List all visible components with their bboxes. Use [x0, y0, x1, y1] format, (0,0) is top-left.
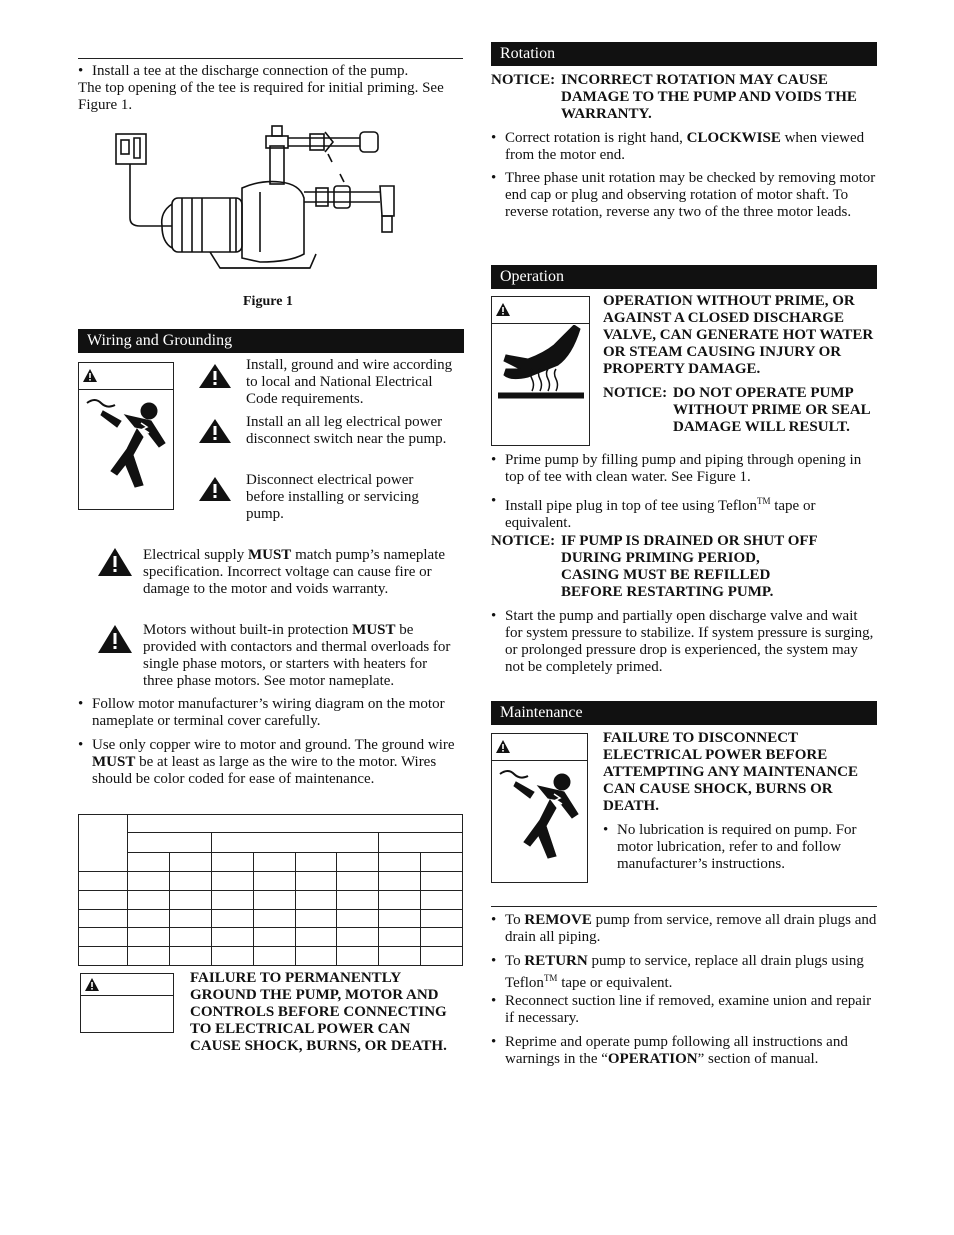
operation-notice-1: NOTICE: DO NOT OPERATE PUMP WITHOUT PRIME OR SEAL DAMAGE WILL RESULT.	[603, 385, 870, 435]
section-header-maintenance: Maintenance	[491, 701, 877, 725]
ground-warning-box	[80, 973, 174, 1033]
operation-bullet-2: • Install pipe plug in top of tee using Teflon™ tape or equivalent.	[491, 493, 877, 532]
warning-triangle-icon	[98, 625, 132, 653]
ground-warning-text: FAILURE TO PERMANENTLY GROUND THE PUMP, MOTOR AND CONTROLS BEFORE CONNECTING TO ELECTRICAL POWER CAN CAUSE SHOCK, BURNS, OR DEATH.	[190, 970, 447, 1054]
maintenance-bullet-4: • Reprime and operate pump following all instructions and warnings in the “OPERATION” section of manual.	[491, 1034, 877, 1068]
wiring-warning-3: Disconnect electrical power before installing or servicing pump.	[246, 472, 419, 522]
wire-size-table	[78, 814, 463, 966]
warning-triangle-icon	[496, 740, 510, 753]
caution-protection: Motors without built-in protection MUST be provided with contactors and thermal overloads for single phase motors, or starters with heaters for three phase motors. See motor nameplate.	[143, 622, 451, 689]
table-cell	[128, 833, 212, 853]
maintenance-box-bullet: • No lubrication is required on pump. For motor lubrication, refer to and follow manufacturer’s instructions.	[603, 822, 873, 873]
operation-bullet-3: • Start the pump and partially open discharge valve and wait for system pressure to stabilize. If system pressure is surging, or prolonged pressure drop is experienced, the system may not be completely primed.	[491, 608, 877, 676]
shock-warning-box	[78, 362, 174, 510]
caution-supply: Electrical supply MUST match pump’s nameplate specification. Incorrect voltage can cause fire or damage to the motor and voids warranty.	[143, 547, 446, 597]
maintenance-rule	[491, 906, 877, 907]
intro-text: The top opening of the tee is required for initial priming. See Figure 1.	[78, 80, 444, 113]
maintenance-warning-text: FAILURE TO DISCONNECT ELECTRICAL POWER BEFORE ATTEMPTING ANY MAINTENANCE CAN CAUSE SHOCK, BURNS OR DEATH.	[603, 730, 859, 814]
hot-water-warning-box	[491, 296, 590, 446]
table-cell	[211, 833, 379, 853]
wiring-warning-2: Install an all leg electrical power disconnect switch near the pump.	[246, 414, 447, 447]
top-rule	[78, 58, 463, 59]
hot-surface-hand-icon	[498, 325, 584, 437]
table-cell	[379, 833, 463, 853]
warning-triangle-icon	[85, 978, 99, 991]
electric-shock-icon	[498, 764, 582, 876]
intro-bullet: • Install a tee at the discharge connection of the pump.	[78, 63, 463, 80]
section-header-rotation: Rotation	[491, 42, 877, 66]
wiring-bullet-2: • Use only copper wire to motor and ground. The ground wire MUST be at least as large as the wire to the motor. Wires should be color coded for ease of maintenance.	[78, 737, 463, 788]
rotation-notice: NOTICE: INCORRECT ROTATION MAY CAUSE DAMAGE TO THE PUMP AND VOIDS THE WARRANTY.	[491, 72, 857, 122]
operation-bullet-1: • Prime pump by filling pump and piping through opening in top of tee with clean water. See Figure 1.	[491, 452, 877, 486]
rotation-bullet-2: • Three phase unit rotation may be checked by removing motor end cap or plug and observing rotation of motor shaft. To reverse rotation, reverse any two of the three motor leads.	[491, 170, 877, 221]
wiring-bullet-1: • Follow motor manufacturer’s wiring diagram on the motor nameplate or terminal cover carefully.	[78, 696, 448, 730]
electric-shock-icon	[85, 393, 169, 505]
operation-notice-2: NOTICE: IF PUMP IS DRAINED OR SHUT OFF DURING PRIMING PERIOD, CASING MUST BE REFILLED BEFORE RESTARTING PUMP.	[491, 533, 818, 600]
wiring-warning-1: Install, ground and wire according to local and National Electrical Code requirements.	[246, 357, 453, 407]
warning-triangle-icon	[199, 419, 231, 443]
rotation-bullet-1: • Correct rotation is right hand, CLOCKWISE when viewed from the motor end.	[491, 130, 877, 164]
warning-triangle-icon	[83, 369, 97, 382]
section-header-wiring: Wiring and Grounding	[78, 329, 464, 353]
table-cell	[128, 815, 463, 833]
maintenance-bullet-2: • To RETURN pump to service, replace all drain plugs using Teflon™ tape or equivalent.	[491, 953, 877, 992]
section-header-operation: Operation	[491, 265, 877, 289]
maintenance-shock-warning-box	[491, 733, 588, 883]
warning-triangle-icon	[199, 477, 231, 501]
figure-caption: Figure 1	[243, 294, 293, 309]
table-cell	[79, 815, 128, 872]
pump-figure	[110, 122, 410, 282]
warning-triangle-icon	[496, 303, 510, 316]
operation-warning-text: OPERATION WITHOUT PRIME, OR AGAINST A CLOSED DISCHARGE VALVE, CAN GENERATE HOT WATER OR STEAM CAUSING INJURY OR PROPERTY DAMAGE.	[603, 293, 874, 377]
warning-triangle-icon	[199, 364, 231, 388]
warning-triangle-icon	[98, 548, 132, 576]
maintenance-bullet-1: • To REMOVE pump from service, remove all drain plugs and drain all piping.	[491, 912, 877, 946]
maintenance-bullet-3: • Reconnect suction line if removed, examine union and repair if necessary.	[491, 993, 877, 1027]
